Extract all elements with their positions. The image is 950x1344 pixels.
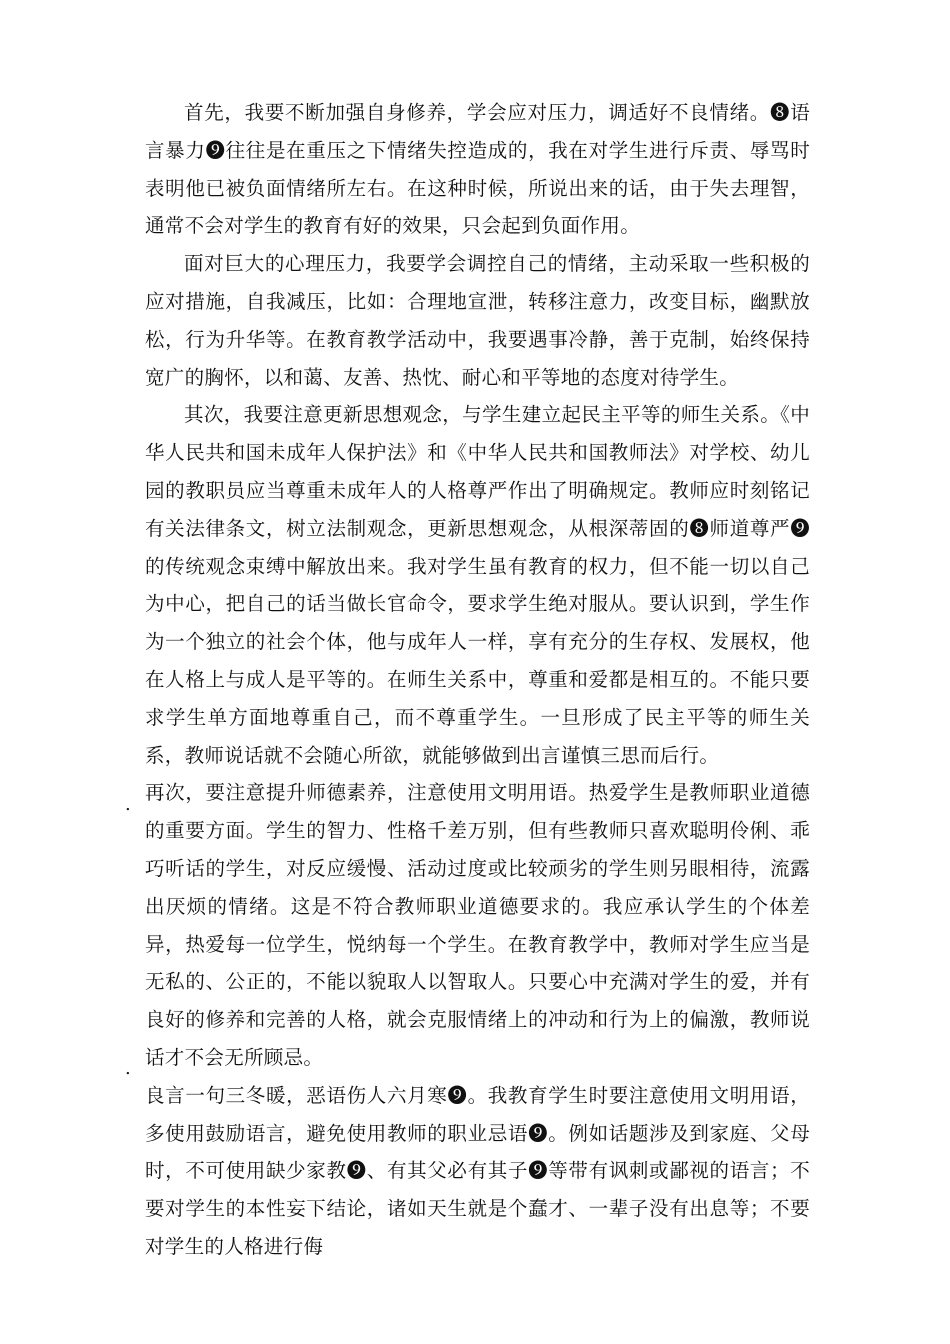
body-text bbox=[145, 94, 810, 1266]
paragraph-1: 首先，我要不断加强自身修养，学会应对压力，调适好不良情绪。❽语言暴力❾往往是在重压之下情绪失控造成的，我在对学生进行斥责、辱骂时表明他已被负面情绪所左右。在这种时候，所说出来的话，由于失去理智，通常不会对学生的教育有好的效果，只会起到负面作用。 bbox=[145, 101, 810, 238]
paragraph-marker-dot: . bbox=[125, 794, 131, 815]
paragraph-marker-dot: . bbox=[125, 1058, 131, 1079]
paragraph-5: 良言一句三冬暖，恶语伤人六月寒❾。我教育学生时要注意使用文明用语，多使用鼓励语言，避免使用教师的职业忌语❾。例如话题涉及到家庭、父母时，不可使用缺少家教❾、有其父必有其子❾等带有讽刺或鄙视的语言；不要对学生的本性妄下结论，诸如天生就是个蠢才、一辈子没有出息等；不要对学生的人格进行侮 bbox=[145, 1083, 810, 1258]
paragraph-3: 其次，我要注意更新思想观念，与学生建立起民主平等的师生关系。《中华人民共和国未成年人保护法》和《中华人民共和国教师法》对学校、幼儿园的教职员应当尊重未成年人的人格尊严作出了明确规定。教师应时刻铭记有关法律条文，树立法制观念，更新思想观念，从根深蒂固的❽师道尊严❾的传统观念束缚中解放出来。我对学生虽有教育的权力，但不能一切以自己为中心，把自己的话当做长官命令，要求学生绝对服从。要认识到，学生作为一个独立的社会个体，他与成年人一样，享有充分的生存权、发展权，他在人格上与成人是平等的。在师生关系中，尊重和爱都是相互的。不能只要求学生单方面地尊重自己，而不尊重学生。一旦形成了民主平等的师生关系，教师说话就不会随心所欲，就能够做到出言谨慎三思而后行。 bbox=[145, 403, 810, 767]
paragraph-4: 再次，要注意提升师德素养，注意使用文明用语。热爱学生是教师职业道德的重要方面。学生的智力、性格千差万别，但有些教师只喜欢聪明伶俐、乖巧听话的学生，对反应缓慢、活动过度或比较顽劣的学生则另眼相待，流露出厌烦的情绪。这是不符合教师职业道德要求的。我应承认学生的个体差异，热爱每一位学生，悦纳每一个学生。在教育教学中，教师对学生应当是无私的、公正的，不能以貌取人以智取人。只要心中充满对学生的爱，并有良好的修养和完善的人格，就会克服情绪上的冲动和行为上的偏激，教师说话才不会无所顾忌。 bbox=[145, 781, 810, 1069]
paragraph-2: 面对巨大的心理压力，我要学会调控自己的情绪，主动采取一些积极的应对措施，自我减压，比如：合理地宣泄，转移注意力，改变目标，幽默放松，行为升华等。在教育教学活动中，我要遇事冷静，善于克制，始终保持宽广的胸怀，以和蔼、友善、热忱、耐心和平等地的态度对待学生。 bbox=[145, 252, 810, 389]
